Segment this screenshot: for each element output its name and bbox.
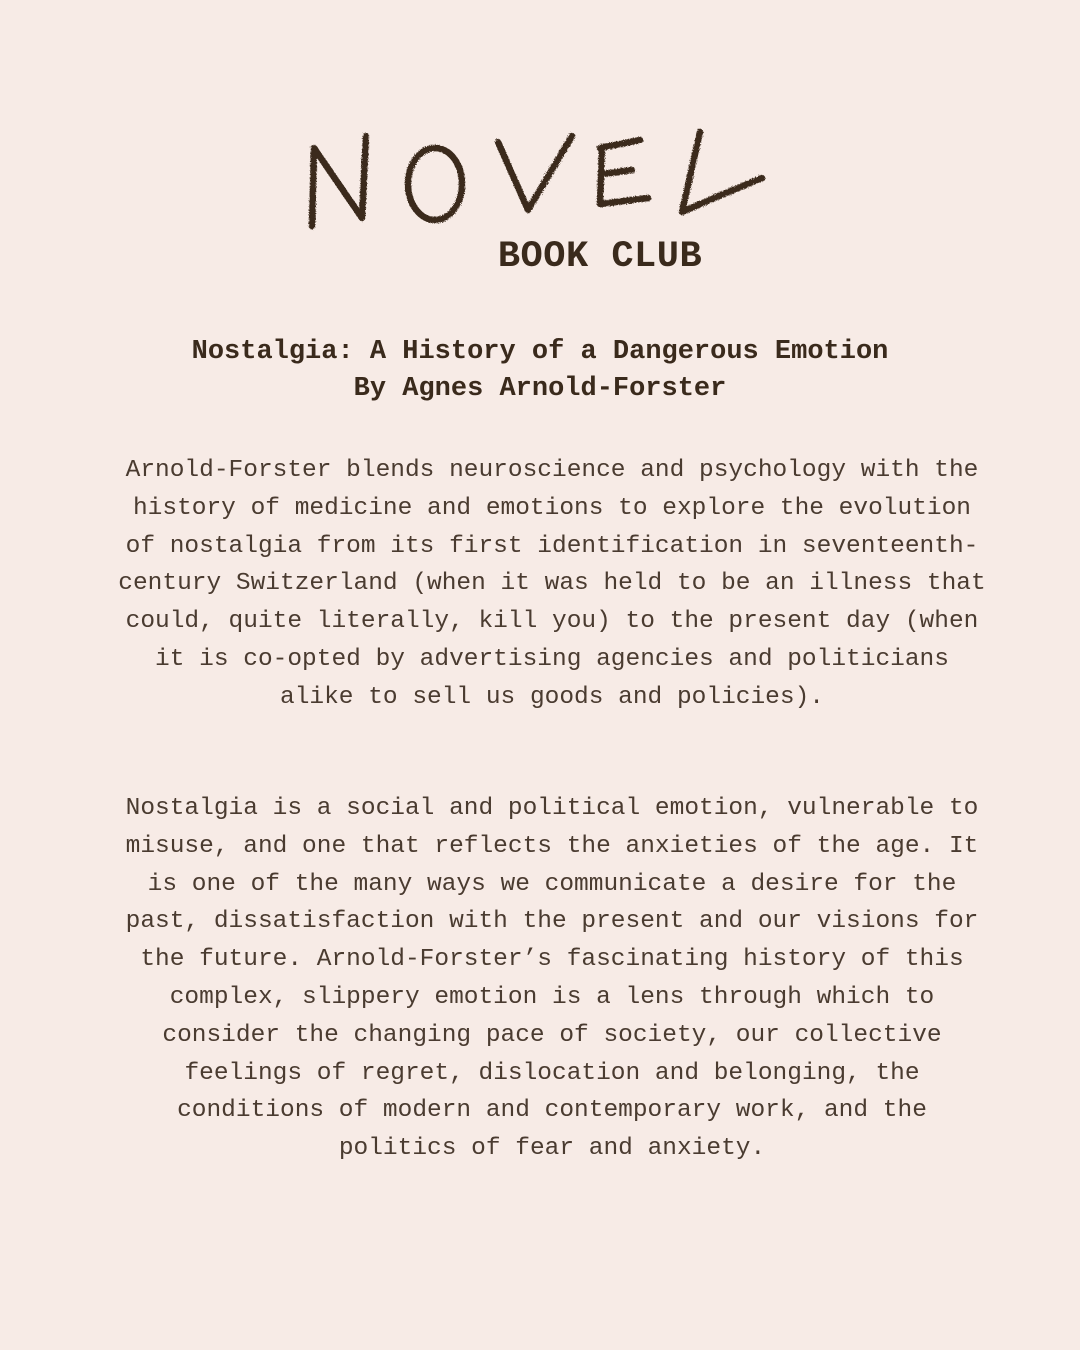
logo-letter-e: [600, 140, 648, 204]
logo-letter-o: [408, 148, 462, 220]
book-author: By Agnes Arnold-Forster: [353, 374, 727, 404]
logo-letter-n: [312, 136, 366, 226]
logo-letter-v: [498, 136, 572, 210]
book-club-heading: BOOK CLUB: [497, 236, 703, 278]
novel-logo: [300, 118, 770, 238]
description-paragraph-1: Arnold-Forster blends neuroscience and psychology with the history of medicine and emotions to explore the evolution of nostalgia from its first identification in seventeenth-century Switzerland (when it was held to be an illness that could, quite literally, kill you) to the present day (when it is co-opted by advertising agencies and politicians alike to sell us goods and policies).: [118, 457, 986, 711]
novel-hand-lettered-logo: [300, 118, 770, 238]
logo-letter-l: [682, 132, 762, 212]
book-title: Nostalgia: A History of a Dangerous Emotion: [191, 337, 889, 367]
book-title-block: [40, 334, 1040, 408]
description-paragraph-2: Nostalgia is a social and political emotion, vulnerable to misuse, and one that reflects the anxieties of the age. It is one of the many ways we communicate a desire for the past, dissatisfaction with the present and our visions for the future. Arnold-Forster’s fascinating history of this complex, slippery emotion is a lens through which to consider the changing pace of society, our collective feelings of regret, dislocation and belonging, the conditions of modern and contemporary work, and the politics of fear and anxiety.: [125, 795, 979, 1163]
